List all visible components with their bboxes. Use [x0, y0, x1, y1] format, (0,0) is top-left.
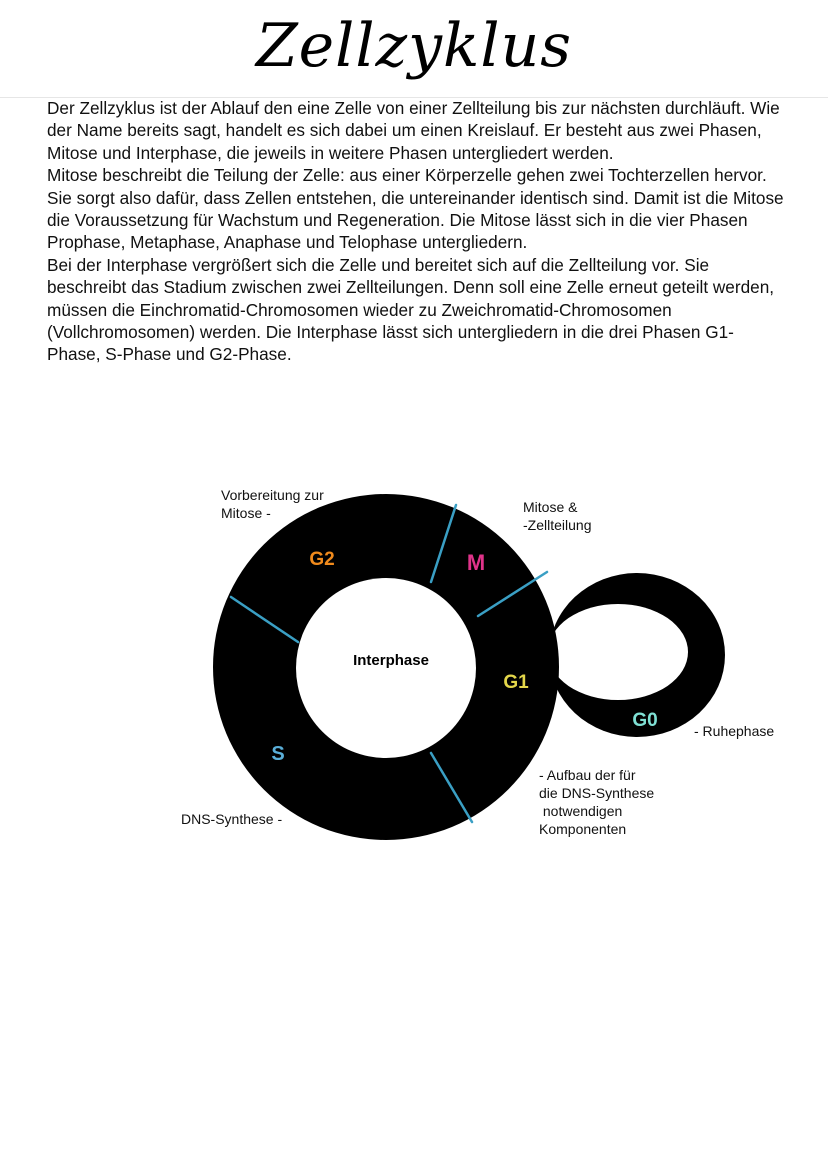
phase-g0-label: G0: [632, 710, 658, 731]
annotation-g0: [694, 723, 774, 739]
annotation-g0-line: - Ruhephase: [694, 723, 775, 739]
page-title: Zellzyklus: [255, 11, 573, 81]
interphase-label: Interphase: [353, 652, 429, 669]
annotation-g1-line: Komponenten: [539, 821, 627, 837]
annotation-m: [523, 499, 591, 533]
annotation-s: [181, 811, 282, 827]
phase-g2-label: G2: [309, 549, 335, 570]
annotation-g2-line: Mitose -: [221, 505, 271, 521]
annotation-m-line: -Zellteilung: [523, 517, 592, 533]
annotation-g1: [539, 767, 654, 837]
g0-ring-hole: [548, 604, 688, 700]
paragraph-mitose: Mitose beschreibt die Teilung der Zelle: aus einer Körperzelle gehen zwei Tochterzellen hervor. Sie sorgt also dafür, dass Zellen entstehen, die untereinander identisch sind. Damit ist die Mitose die Voraussetzung für Wachstum und Regeneration. Die Mitose lässt sich in die vier Phasen Prophase, Metaphase, Anaphase und Telophase untergliedern.: [47, 165, 784, 253]
annotation-g1-line: notwendigen: [539, 803, 623, 819]
phase-m-label: M: [466, 550, 486, 575]
phase-s-label: S: [271, 743, 285, 765]
paragraph-interphase: Bei der Interphase vergrößert sich die Zelle und bereitet sich auf die Zellteilung vor. Sie beschreibt das Stadium zwischen zwei Zellteilungen. Denn soll eine Zelle erneut geteilt werden, müssen die Einchromatid-Chromosomen wieder zu Zweichromatid-Chromosomen (Vollchromosomen) werden. Die Interphase lässt sich untergliedern in die drei Phasen G1-Phase, S-Phase und G2-Phase.: [47, 254, 775, 365]
annotation-g1-line: - Aufbau der für: [539, 767, 636, 783]
annotation-m-line: Mitose &: [523, 499, 578, 515]
paragraph-intro: Der Zellzyklus ist der Ablauf den eine Zelle von einer Zellteilung bis zur nächsten durchläuft. Wie der Name bereits sagt, handelt es sich dabei um einen Kreislauf. Er besteht aus zwei Phasen, Mitose und Interphase, die jeweils in weitere Phasen untergliedert werden.: [47, 98, 780, 163]
phase-g1-label: G1: [503, 672, 529, 693]
annotation-g2-line: Vorbereitung zur: [221, 487, 324, 503]
annotation-g1-line: die DNS-Synthese: [539, 785, 655, 801]
annotation-s-line: DNS-Synthese -: [181, 811, 283, 827]
